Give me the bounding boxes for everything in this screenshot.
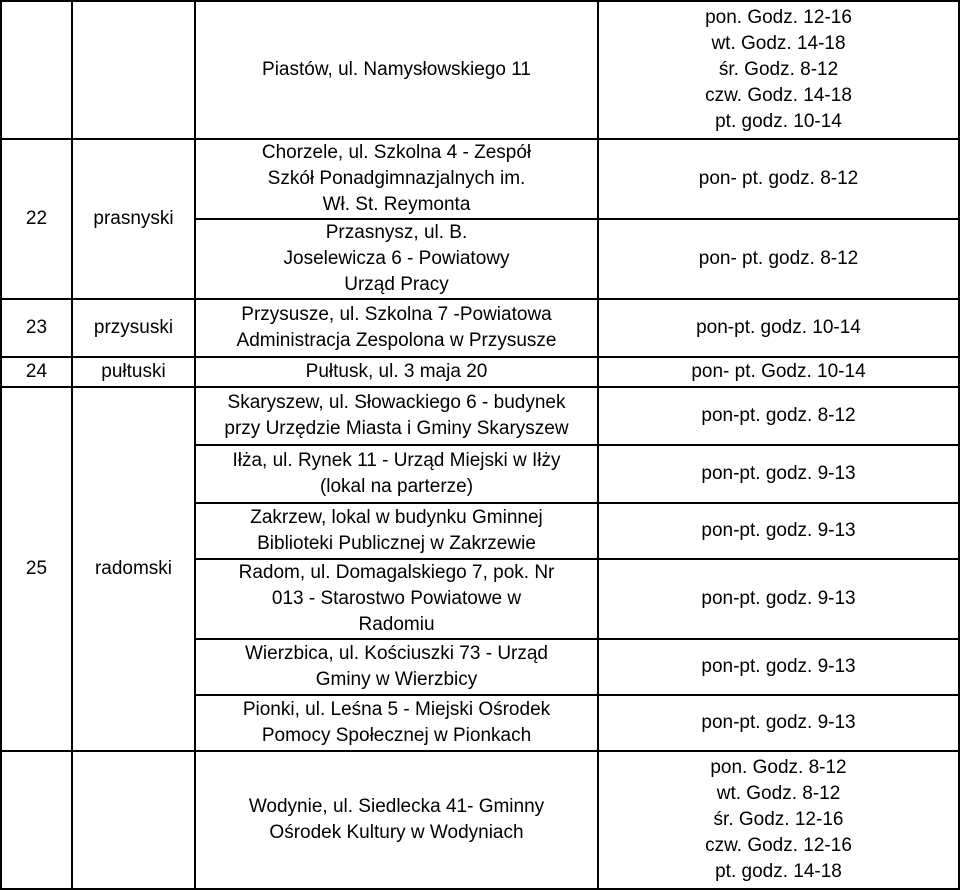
row-number: 22 <box>1 139 72 299</box>
address-cell <box>195 387 598 445</box>
address-text: Zakrzew, lokal w budynku Gminnej Biblioteki Publicznej w Zakrzewie <box>250 507 543 554</box>
hours-line: pt. godz. 10-14 <box>715 111 842 132</box>
hours-cell <box>598 445 959 503</box>
hours-line: pt. godz. 14-18 <box>715 861 842 882</box>
address-cell <box>195 695 598 751</box>
address-text: Skaryszew, ul. Słowackiego 6 - budynek przy Urzędzie Miasta i Gminy Skaryszew <box>224 392 569 439</box>
address-cell <box>195 299 598 357</box>
hours-line: czw. Godz. 14-18 <box>705 85 852 106</box>
county-name <box>72 1 195 139</box>
address-text: Chorzele, ul. Szkolna 4 - Zespół Szkół Ponadgimnazjalnych im. Wł. St. Reymonta <box>261 142 532 215</box>
table-row <box>1 1 959 139</box>
hours-line: pon-pt. godz. 9-13 <box>701 463 856 484</box>
hours-line: pon- pt. godz. 8-12 <box>698 168 859 189</box>
hours-line: pon. Godz. 12-16 <box>705 7 852 28</box>
row-number <box>1 751 72 889</box>
hours-cell <box>598 639 959 695</box>
hours-line: pon-pt. godz. 9-13 <box>701 588 856 609</box>
county-name: prasnyski <box>72 139 195 299</box>
address-text: Pułtusk, ul. 3 maja 20 <box>305 361 488 382</box>
county-name: przysuski <box>72 299 195 357</box>
address-cell <box>195 559 598 639</box>
address-cell <box>195 219 598 299</box>
table-row <box>1 299 959 357</box>
county-name: radomski <box>72 387 195 751</box>
hours-cell <box>598 559 959 639</box>
hours-line: pon- pt. godz. 8-12 <box>698 248 859 269</box>
hours-cell <box>598 219 959 299</box>
address-text: Radom, ul. Domagalskiego 7, pok. Nr 013 - Starostwo Powiatowe w Radomiu <box>238 562 555 635</box>
address-cell <box>195 639 598 695</box>
address-text: Przasnysz, ul. B. Joselewicza 6 - Powiatowy Urząd Pracy <box>283 222 510 295</box>
hours-line: pon-pt. godz. 9-13 <box>701 520 856 541</box>
hours-line: wt. Godz. 8-12 <box>716 783 841 804</box>
hours-cell <box>598 387 959 445</box>
address-cell <box>195 751 598 889</box>
table-row <box>1 387 959 445</box>
address-cell <box>195 139 598 219</box>
address-text: Pionki, ul. Leśna 5 - Miejski Ośrodek Pomocy Społecznej w Pionkach <box>242 699 551 746</box>
hours-line: pon-pt. godz. 9-13 <box>701 712 856 733</box>
hours-cell <box>598 139 959 219</box>
row-number: 23 <box>1 299 72 357</box>
address-text: Wodynie, ul. Siedlecka 41- Gminny Ośrodek Kultury w Wodyniach <box>248 796 545 843</box>
address-cell <box>195 1 598 139</box>
address-text: Piastów, ul. Namysłowskiego 11 <box>262 59 531 80</box>
hours-line: pon-pt. godz. 9-13 <box>701 656 856 677</box>
row-number: 25 <box>1 387 72 751</box>
table-row <box>1 357 959 387</box>
hours-line: wt. Godz. 14-18 <box>711 33 846 54</box>
hours-line: pon- pt. Godz. 10-14 <box>691 361 866 382</box>
address-text: Przysusze, ul. Szkolna 7 -Powiatowa Administracja Zespolona w Przysusze <box>236 304 557 351</box>
hours-cell <box>598 1 959 139</box>
address-cell <box>195 503 598 559</box>
county-name <box>72 751 195 889</box>
address-cell <box>195 445 598 503</box>
row-number: 24 <box>1 357 72 387</box>
hours-line: pon-pt. godz. 8-12 <box>701 405 856 426</box>
hours-line: pon-pt. godz. 10-14 <box>696 317 861 338</box>
hours-cell <box>598 357 959 387</box>
hours-cell <box>598 503 959 559</box>
hours-cell <box>598 751 959 889</box>
county-name: pułtuski <box>72 357 195 387</box>
hours-line: pon. Godz. 8-12 <box>710 757 847 778</box>
table-row <box>1 139 959 219</box>
hours-line: śr. Godz. 12-16 <box>713 809 844 830</box>
address-cell <box>195 357 598 387</box>
address-text: Wierzbica, ul. Kościuszki 73 - Urząd Gminy w Wierzbicy <box>244 643 549 690</box>
hours-line: czw. Godz. 12-16 <box>705 835 852 856</box>
hours-cell <box>598 695 959 751</box>
address-text: Iłża, ul. Rynek 11 - Urząd Miejski w Iłży (lokal na parterze) <box>232 450 561 497</box>
row-number <box>1 1 72 139</box>
table-row <box>1 751 959 889</box>
hours-cell <box>598 299 959 357</box>
hours-line: śr. Godz. 8-12 <box>718 59 839 80</box>
